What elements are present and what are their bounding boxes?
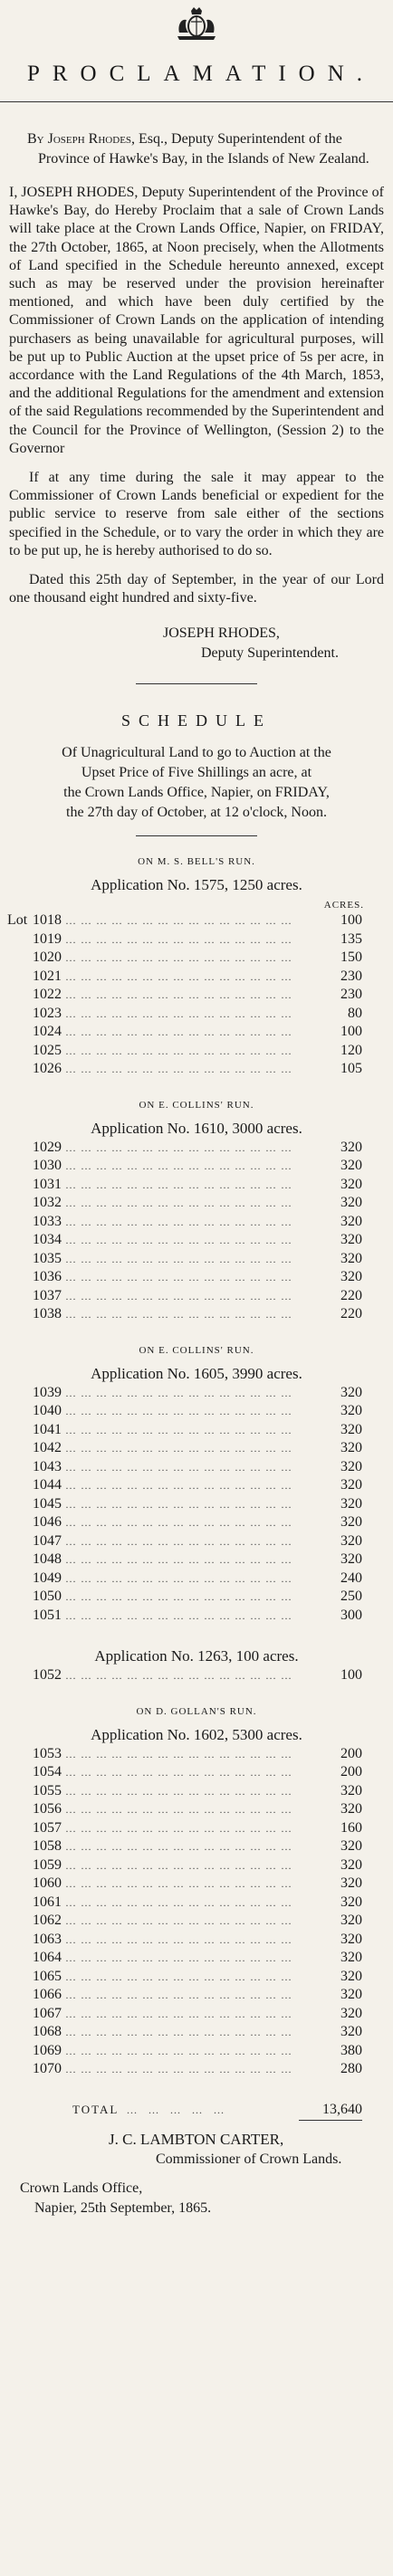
leader-dots: … … … … … … … … … … … … … … … xyxy=(65,1007,292,1020)
lot-row xyxy=(7,1422,362,1441)
leader-dots: … … … … … … … … … … … … … … … xyxy=(65,1271,292,1284)
leader-dots: … … … … … … … … … … … … … … … xyxy=(65,1386,292,1399)
lot-row xyxy=(7,1783,362,1802)
lot-number: 1070 xyxy=(33,2061,62,2077)
lot-row xyxy=(7,1820,362,1839)
lot-row xyxy=(7,1043,362,1062)
lot-acres: 320 xyxy=(340,1875,362,1892)
leader-dots: … … … … … … … … … … … … … … … xyxy=(65,2044,292,2057)
lot-number: 1022 xyxy=(33,987,62,1003)
lot-number: 1062 xyxy=(33,1913,62,1929)
office-line: Crown Lands Office, xyxy=(20,2180,143,2196)
leader-dots: … … … … … … … … … … … … … … … xyxy=(65,1590,292,1604)
intro-by: By Joseph Rhodes, xyxy=(27,131,136,147)
total-leader-dots: ... ... ... ... ... xyxy=(127,2103,225,2116)
lot-acres: 160 xyxy=(340,1819,362,1836)
leader-dots: … … … … … … … … … … … … … … … xyxy=(65,1423,292,1436)
lot-number: 1054 xyxy=(33,1764,62,1780)
schedule-desc-line: Of Unagricultural Land to go to Auction at the xyxy=(62,745,331,761)
lot-number: 1051 xyxy=(33,1607,62,1623)
lot-row xyxy=(7,1158,362,1177)
leader-dots: … … … … … … … … … … … … … … … xyxy=(65,1234,292,1247)
lot-acres: 230 xyxy=(340,968,362,984)
leader-dots: … … … … … … … … … … … … … … … xyxy=(65,1026,292,1039)
lot-number: 1020 xyxy=(33,949,62,966)
leader-dots: … … … … … … … … … … … … … … … xyxy=(65,1608,292,1622)
leader-dots: … … … … … … … … … … … … … … … xyxy=(65,1197,292,1210)
leader-dots: … … … … … … … … … … … … … … … xyxy=(65,1140,292,1154)
lot-number: 1023 xyxy=(33,1005,62,1021)
lot-row xyxy=(7,931,362,950)
lot-acres: 320 xyxy=(340,1458,362,1474)
lot-number: 1059 xyxy=(33,1856,62,1873)
lot-acres: 320 xyxy=(340,1551,362,1568)
leader-dots: … … … … … … … … … … … … … … … xyxy=(65,1951,292,1965)
lot-row xyxy=(7,1061,362,1080)
lot-acres: 320 xyxy=(340,1514,362,1531)
run-heading: ON D. GOLLAN'S RUN. xyxy=(136,1705,257,1717)
lot-row xyxy=(7,949,362,968)
lot-list xyxy=(0,1746,393,2080)
leader-dots: … … … … … … … … … … … … … … … xyxy=(65,1858,292,1872)
lot-number: 1064 xyxy=(33,1950,62,1966)
lot-number: 1031 xyxy=(33,1176,62,1192)
proclamation-paragraph-3: Dated this 25th day of September, in the year of our Lord one thousand eight hundred and sixty-five. xyxy=(9,572,384,606)
lot-list xyxy=(0,1385,393,1627)
application-line: Application No. 1602, 5300 acres. xyxy=(91,1725,302,1743)
lot-acres: 100 xyxy=(340,1024,362,1040)
schedule-description xyxy=(9,743,384,823)
lot-row xyxy=(7,1440,362,1459)
lot-row xyxy=(7,1987,362,2006)
lot-acres: 300 xyxy=(340,1607,362,1623)
leader-dots: … … … … … … … … … … … … … … … xyxy=(65,1252,292,1265)
proclamation-paragraph-2: If at any time during the sale it may appear to the Commissioner of Crown Lands beneficial or expedient for the public service to reserve from sale either of the sections specified in the Schedule, or to vary the order in which they are to be put up, he is hereby authorised to do so. xyxy=(9,470,384,558)
lot-number: 1042 xyxy=(33,1440,62,1456)
lot-number: 1033 xyxy=(33,1213,62,1229)
lot-number: 1021 xyxy=(33,968,62,984)
lot-number: 1039 xyxy=(33,1384,62,1400)
lot-row xyxy=(7,1140,362,1159)
lot-row xyxy=(7,1251,362,1270)
lot-acres: 250 xyxy=(340,1589,362,1605)
lot-row xyxy=(7,1403,362,1422)
lot-acres: 320 xyxy=(340,1232,362,1248)
lot-row xyxy=(7,1214,362,1233)
leader-dots: … … … … … … … … … … … … … … … xyxy=(65,1877,292,1891)
lot-number: 1066 xyxy=(33,1987,62,2003)
lot-acres: 380 xyxy=(340,2042,362,2058)
lot-acres: 320 xyxy=(340,1894,362,1910)
leader-dots: … … … … … … … … … … … … … … … xyxy=(65,1747,292,1760)
lot-number: 1047 xyxy=(33,1532,62,1549)
total-value: 13,640 xyxy=(322,2101,362,2117)
lot-row xyxy=(7,1269,362,1288)
lot-acres: 320 xyxy=(340,1269,362,1285)
lot-row xyxy=(7,1288,362,1307)
lot-acres: 320 xyxy=(340,1987,362,2003)
application-line: Application No. 1575, 1250 acres. xyxy=(91,876,302,894)
lot-number: 1057 xyxy=(33,1819,62,1836)
commissioner-title: Commissioner of Crown Lands. xyxy=(156,2151,342,2167)
lot-acres: 100 xyxy=(340,912,362,929)
lot-acres: 240 xyxy=(340,1569,362,1586)
lot-row xyxy=(7,1608,362,1627)
schedule-desc-line: the Crown Lands Office, Napier, on FRIDAY, xyxy=(63,785,330,801)
lot-number: 1038 xyxy=(33,1306,62,1322)
lot-acres: 220 xyxy=(340,1306,362,1322)
lot-acres: 320 xyxy=(340,1176,362,1192)
lot-acres: 320 xyxy=(340,1440,362,1456)
lot-row xyxy=(7,1570,362,1589)
lot-number: 1024 xyxy=(33,1024,62,1040)
lot-acres: 135 xyxy=(340,930,362,947)
lot-row xyxy=(7,1177,362,1196)
run-heading: ON M. S. BELL'S RUN. xyxy=(138,856,255,868)
lot-row xyxy=(7,1838,362,1857)
lot-number: 1035 xyxy=(33,1250,62,1266)
lot-number: 1060 xyxy=(33,1875,62,1892)
lot-row xyxy=(7,1459,362,1478)
lot-number: 1065 xyxy=(33,1968,62,1984)
lot-row xyxy=(7,1195,362,1214)
lot-number: 1041 xyxy=(33,1421,62,1437)
lot-acres: 320 xyxy=(340,2005,362,2021)
leader-dots: … … … … … … … … … … … … … … … xyxy=(65,932,292,946)
schedule-section xyxy=(0,1345,393,1627)
leader-dots: … … … … … … … … … … … … … … … xyxy=(65,1479,292,1493)
lot-row xyxy=(7,2024,362,2043)
lot-row xyxy=(7,1232,362,1251)
intro-paragraph xyxy=(27,129,382,169)
lot-acres: 105 xyxy=(340,1061,362,1077)
leader-dots: … … … … … … … … … … … … … … … xyxy=(65,1803,292,1817)
leader-dots: … … … … … … … … … … … … … … … xyxy=(65,1497,292,1511)
proclamation-title: PROCLAMATION. xyxy=(26,62,376,86)
lot-row xyxy=(7,2006,362,2025)
lot-number: 1055 xyxy=(33,1782,62,1798)
lot-number: 1058 xyxy=(33,1838,62,1855)
lot-row xyxy=(7,1950,362,1969)
lot-acres: 230 xyxy=(340,987,362,1003)
leader-dots: … … … … … … … … … … … … … … … xyxy=(65,1460,292,1474)
schedule-section xyxy=(0,1626,393,1686)
lot-number: 1043 xyxy=(33,1458,62,1474)
lot-row xyxy=(7,1496,362,1515)
total-underline xyxy=(299,2120,362,2121)
lot-row xyxy=(7,1533,362,1552)
leader-dots: … … … … … … … … … … … … … … … xyxy=(65,988,292,1002)
leader-dots: … … … … … … … … … … … … … … … xyxy=(65,1289,292,1302)
lot-number: 1045 xyxy=(33,1495,62,1512)
commissioner-name: J. C. LAMBTON CARTER, xyxy=(109,2130,284,2148)
lot-row xyxy=(7,912,362,931)
leader-dots: … … … … … … … … … … … … … … … xyxy=(65,1840,292,1854)
intro-rest: Esq., Deputy Superintendent of the Province of Hawke's Bay, in the Islands of New Zealand. xyxy=(38,131,369,167)
lot-number: 1069 xyxy=(33,2042,62,2058)
lot-row xyxy=(7,1514,362,1533)
schedule-desc-line: the 27th day of October, at 12 o'clock, Noon. xyxy=(66,805,327,821)
lot-number: 1046 xyxy=(33,1514,62,1531)
lot-row xyxy=(7,1913,362,1932)
schedule-section xyxy=(0,1706,393,2080)
lot-acres: 100 xyxy=(340,1667,362,1684)
lot-acres: 320 xyxy=(340,1931,362,1947)
lot-row xyxy=(7,1875,362,1894)
run-heading: ON E. COLLINS' RUN. xyxy=(139,1344,254,1356)
lot-row xyxy=(7,1894,362,1913)
lot-row xyxy=(7,1969,362,1988)
lot-row xyxy=(7,1932,362,1951)
schedule-section xyxy=(0,856,393,1080)
lot-acres: 320 xyxy=(340,1968,362,1984)
lot-acres: 320 xyxy=(340,1477,362,1493)
lot-number: 1052 xyxy=(33,1667,62,1684)
lot-acres: 320 xyxy=(340,1950,362,1966)
lot-acres: 200 xyxy=(340,1745,362,1761)
lot-acres: 320 xyxy=(340,2024,362,2040)
leader-dots: … … … … … … … … … … … … … … … xyxy=(65,1989,292,2002)
lot-acres: 320 xyxy=(340,1139,362,1155)
title-divider xyxy=(0,101,393,102)
schedule-title: SCHEDULE xyxy=(121,711,272,730)
schedule-section xyxy=(0,1100,393,1325)
leader-dots: … … … … … … … … … … … … … … … xyxy=(65,1534,292,1548)
lot-number: 1050 xyxy=(33,1589,62,1605)
leader-dots: … … … … … … … … … … … … … … … xyxy=(65,1405,292,1418)
place-date-line: Napier, 25th September, 1865. xyxy=(34,2199,212,2216)
leader-dots: … … … … … … … … … … … … … … … xyxy=(65,2026,292,2039)
lot-number: 1040 xyxy=(33,1403,62,1419)
application-line: Application No. 1263, 100 acres. xyxy=(94,1647,299,1665)
lot-number: 1067 xyxy=(33,2005,62,2021)
application-line: Application No. 1605, 3990 acres. xyxy=(91,1364,302,1382)
lot-acres: 320 xyxy=(340,1913,362,1929)
lot-number: 1049 xyxy=(33,1569,62,1586)
leader-dots: … … … … … … … … … … … … … … … xyxy=(65,914,292,928)
lot-row xyxy=(7,1857,362,1876)
lot-acres: 80 xyxy=(348,1005,362,1021)
lot-row xyxy=(7,2061,362,2080)
acres-column-header: ACRES. xyxy=(323,900,364,911)
lot-number: 1036 xyxy=(33,1269,62,1285)
lot-acres: 320 xyxy=(340,1838,362,1855)
lot-acres: 320 xyxy=(340,1856,362,1873)
lot-row xyxy=(7,1746,362,1765)
lot-number: 1029 xyxy=(33,1139,62,1155)
lot-row xyxy=(7,1024,362,1043)
application-line: Application No. 1610, 3000 acres. xyxy=(91,1119,302,1137)
lot-number: 1056 xyxy=(33,1801,62,1818)
lot-acres: 320 xyxy=(340,1801,362,1818)
lot-acres: 150 xyxy=(340,949,362,966)
leader-dots: … … … … … … … … … … … … … … … xyxy=(65,1308,292,1321)
lot-row xyxy=(7,2043,362,2062)
lot-row xyxy=(7,1667,362,1686)
leader-dots: … … … … … … … … … … … … … … … xyxy=(65,1215,292,1228)
lot-number: 1048 xyxy=(33,1551,62,1568)
lot-number: 1019 xyxy=(33,930,62,947)
lot-acres: 320 xyxy=(340,1403,362,1419)
leader-dots: … … … … … … … … … … … … … … … xyxy=(65,951,292,965)
leader-dots: … … … … … … … … … … … … … … … xyxy=(65,1442,292,1455)
schedule-desc-line: Upset Price of Five Shillings an acre, at xyxy=(81,765,312,781)
royal-crest-icon xyxy=(172,5,221,42)
lot-acres: 320 xyxy=(340,1213,362,1229)
lot-acres: 320 xyxy=(340,1495,362,1512)
lot-number: 1063 xyxy=(33,1931,62,1947)
lot-row xyxy=(7,1477,362,1496)
lot-acres: 320 xyxy=(340,1195,362,1211)
leader-dots: … … … … … … … … … … … … … … … xyxy=(65,969,292,983)
schedule-divider xyxy=(136,835,257,836)
leader-dots: … … … … … … … … … … … … … … … xyxy=(65,1821,292,1835)
lot-acres: 120 xyxy=(340,1042,362,1058)
lot-acres: 320 xyxy=(340,1158,362,1174)
lot-acres: 220 xyxy=(340,1287,362,1303)
leader-dots: … … … … … … … … … … … … … … … xyxy=(65,1970,292,1983)
lot-row xyxy=(7,987,362,1006)
lot-number: 1053 xyxy=(33,1745,62,1761)
leader-dots: … … … … … … … … … … … … … … … xyxy=(65,1784,292,1798)
lot-prefix: Lot xyxy=(7,912,28,929)
lot-number: 1030 xyxy=(33,1158,62,1174)
proclamation-paragraph-1: I, JOSEPH RHODES, Deputy Superintendent of the Province of Hawke's Bay, do Hereby Proclaim that a sale of Crown Lands will take place at the Crown Lands Office, Napier, on FRIDAY, the 27th October, 1865, at Noon precisely, when the Allotments of Land specified in the Schedule hereunto annexed, except such as may be reserved under the provision hereinafter mentioned, and which have been duly certified by the Commissioner of Crown Lands on the application of intending purchasers as being unavailable for agricultural purposes, will be put up to Public Auction at the upset price of 5s per acre, in accordance with the Land Regulations of the 4th March, 1853, and the additional Regulations for the amendment and extension of the said Regulations recommended by the Superintendent and the Council for the Province of Wellington, (Session 2) to the Governor xyxy=(9,185,384,456)
leader-dots: … … … … … … … … … … … … … … … xyxy=(65,1516,292,1530)
lot-number: 1018 xyxy=(33,912,62,929)
lot-row xyxy=(7,1801,362,1820)
lot-number: 1037 xyxy=(33,1287,62,1303)
lot-row xyxy=(7,968,362,987)
leader-dots: … … … … … … … … … … … … … … … xyxy=(65,1895,292,1909)
run-heading: ON E. COLLINS' RUN. xyxy=(139,1099,254,1111)
total-row xyxy=(72,2102,362,2118)
leader-dots: … … … … … … … … … … … … … … … xyxy=(65,1571,292,1585)
leader-dots: … … … … … … … … … … … … … … … xyxy=(65,1766,292,1779)
lot-row xyxy=(7,1589,362,1608)
section-divider xyxy=(136,683,257,684)
leader-dots: … … … … … … … … … … … … … … … xyxy=(65,1553,292,1567)
lot-acres: 280 xyxy=(340,2061,362,2077)
lot-number: 1061 xyxy=(33,1894,62,1910)
leader-dots: … … … … … … … … … … … … … … … xyxy=(65,2007,292,2020)
lot-number: 1025 xyxy=(33,1042,62,1058)
lot-number: 1044 xyxy=(33,1477,62,1493)
lot-acres: 320 xyxy=(340,1250,362,1266)
lot-number: 1032 xyxy=(33,1195,62,1211)
leader-dots: … … … … … … … … … … … … … … … xyxy=(65,1063,292,1076)
schedule-sections xyxy=(0,856,393,2080)
leader-dots: … … … … … … … … … … … … … … … xyxy=(65,2063,292,2076)
signatory-title: Deputy Superintendent. xyxy=(201,645,339,662)
lot-acres: 320 xyxy=(340,1384,362,1400)
lot-list xyxy=(0,1140,393,1325)
lot-list xyxy=(0,912,393,1080)
leader-dots: … … … … … … … … … … … … … … … xyxy=(65,1932,292,1946)
lot-row xyxy=(7,1306,362,1325)
total-label: TOTAL xyxy=(72,2102,120,2116)
lot-row xyxy=(7,1385,362,1404)
lot-acres: 320 xyxy=(340,1421,362,1437)
lot-row xyxy=(7,1551,362,1570)
leader-dots: … … … … … … … … … … … … … … … xyxy=(65,1044,292,1057)
leader-dots: … … … … … … … … … … … … … … … xyxy=(65,1178,292,1191)
section-spacer xyxy=(0,1626,393,1638)
lot-number: 1026 xyxy=(33,1061,62,1077)
lot-acres: 320 xyxy=(340,1532,362,1549)
leader-dots: … … … … … … … … … … … … … … … xyxy=(65,1669,292,1683)
lot-number: 1034 xyxy=(33,1232,62,1248)
lot-list xyxy=(0,1667,393,1686)
lot-row xyxy=(7,1764,362,1783)
leader-dots: … … … … … … … … … … … … … … … xyxy=(65,1159,292,1173)
lot-acres: 200 xyxy=(340,1764,362,1780)
lot-acres: 320 xyxy=(340,1782,362,1798)
leader-dots: … … … … … … … … … … … … … … … xyxy=(65,1914,292,1928)
signatory-name: JOSEPH RHODES, xyxy=(163,625,280,642)
lot-number: 1068 xyxy=(33,2024,62,2040)
lot-row xyxy=(7,1006,362,1025)
